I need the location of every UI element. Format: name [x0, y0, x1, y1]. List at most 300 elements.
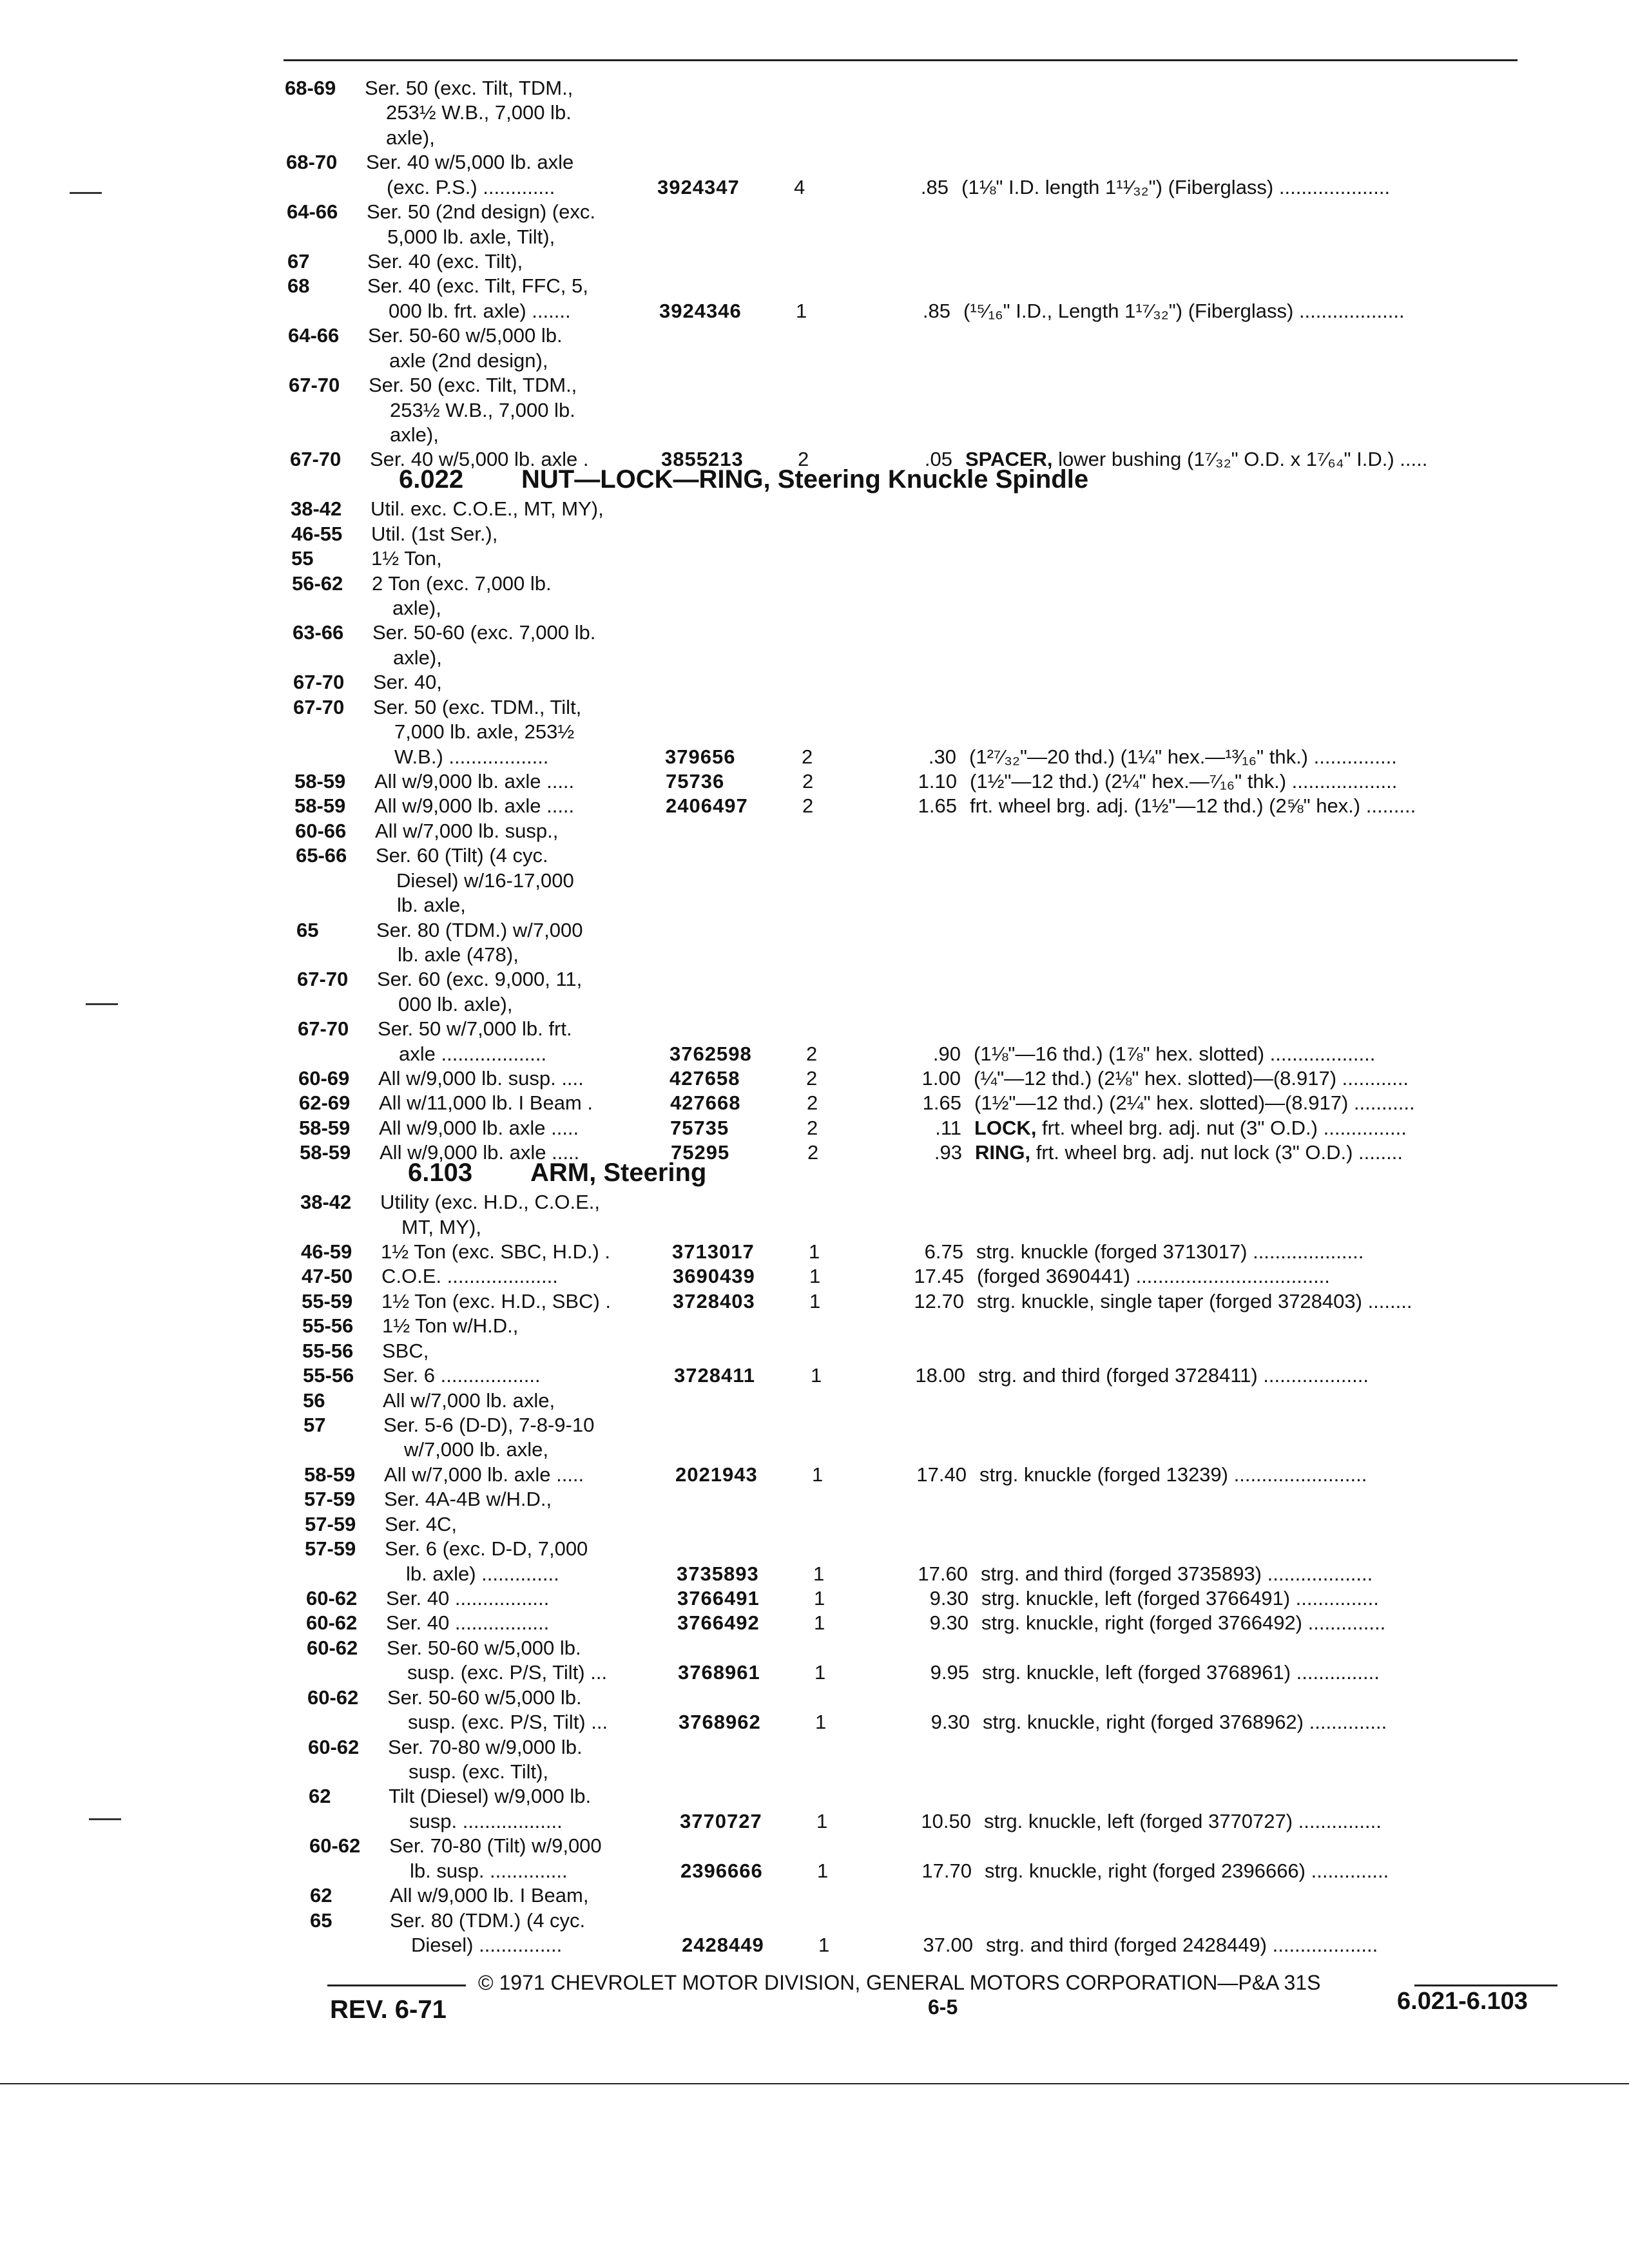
- part-row: [0, 323, 1629, 348]
- description-text: strg. knuckle, left (forged 3766491) ...............: [981, 1587, 1379, 1610]
- model-years: 62-69: [299, 1091, 351, 1114]
- application: axle),: [390, 423, 439, 446]
- part-row: [0, 1834, 1629, 1858]
- description-text: (forged 3690441) ...................................: [977, 1265, 1330, 1287]
- description: [985, 1859, 1461, 1883]
- part-row: [0, 1389, 1629, 1413]
- application: Ser. 50 (exc. Tilt, TDM.,: [369, 374, 577, 396]
- application: Diesel) w/16-17,000: [396, 869, 574, 892]
- description-text: (¼"—12 thd.) (2⅛" hex. slotted)—(8.917) ............: [974, 1067, 1409, 1090]
- part-row: [0, 769, 1629, 794]
- footer-copyright: © 1971 CHEVROLET MOTOR DIVISION, GENERAL MOTORS CORPORATION—P&A 31S: [478, 1971, 1321, 1994]
- application: Ser. 40,: [373, 671, 442, 693]
- price: 10.50: [921, 1810, 971, 1832]
- model-years: 67-70: [298, 1017, 349, 1040]
- description: [970, 769, 1447, 794]
- model-years: 55-56: [302, 1340, 354, 1362]
- price: .85: [920, 176, 949, 198]
- top-rule: [284, 59, 1518, 61]
- model-years: 57-59: [304, 1488, 356, 1510]
- quantity: 2: [802, 770, 814, 793]
- application: Diesel) ...............: [411, 1934, 563, 1956]
- description: [969, 745, 1446, 769]
- application: All w/9,000 lb. axle .....: [379, 1117, 579, 1139]
- part-row: [0, 1314, 1629, 1338]
- application: 253½ W.B., 7,000 lb.: [390, 399, 575, 421]
- part-row: [0, 1760, 1629, 1784]
- part-number: 3728403: [673, 1290, 755, 1312]
- price: .90: [932, 1043, 961, 1065]
- model-years: 56-62: [292, 572, 343, 595]
- part-number: 3735893: [677, 1562, 759, 1585]
- model-years: 62: [310, 1884, 333, 1907]
- model-years: 68: [287, 274, 310, 297]
- part-row: [0, 794, 1629, 818]
- description-text: (1⅛"—16 thd.) (1⅞" hex. slotted) ...................: [974, 1043, 1376, 1065]
- application: Ser. 50 (exc. Tilt, TDM.,: [365, 77, 574, 99]
- application: All w/9,000 lb. susp. ....: [378, 1067, 584, 1090]
- price: 1.65: [922, 1091, 961, 1114]
- application: Ser. 50 (2nd design) (exc.: [367, 200, 595, 223]
- description-text: strg. knuckle, right (forged 3768962) ..............: [983, 1711, 1387, 1733]
- quantity: 2: [807, 1091, 818, 1114]
- application: 000 lb. axle),: [398, 993, 513, 1015]
- application: Ser. 50-60 w/5,000 lb.: [387, 1686, 582, 1709]
- application: 1½ Ton (exc. SBC, H.D.) .: [381, 1240, 611, 1263]
- model-years: 62: [309, 1785, 331, 1807]
- part-number: 3728411: [674, 1364, 755, 1387]
- description: [974, 1116, 1451, 1140]
- model-years: 65: [296, 919, 319, 941]
- part-row: [0, 893, 1629, 918]
- quantity: 1: [814, 1587, 825, 1610]
- model-years: 60-62: [306, 1611, 358, 1634]
- part-row: [0, 1636, 1629, 1660]
- application: 7,000 lb. axle, 253½: [394, 720, 575, 743]
- quantity: 4: [794, 176, 805, 198]
- application: Ser. 60 (exc. 9,000, 11,: [377, 968, 583, 990]
- application: axle ...................: [399, 1043, 547, 1065]
- application: Ser. 6 ..................: [383, 1364, 541, 1387]
- footer-rev: REV. 6-71: [330, 1995, 447, 2024]
- part-row: [0, 1809, 1629, 1834]
- part-row: [0, 1487, 1629, 1512]
- part-row: [0, 918, 1629, 943]
- description: [981, 1562, 1458, 1586]
- section-heading: [408, 1160, 706, 1185]
- part-row: [0, 992, 1629, 1017]
- quantity: 1: [809, 1290, 821, 1312]
- part-row: [0, 1215, 1629, 1240]
- part-row: [0, 1289, 1629, 1314]
- model-years: 60-69: [298, 1067, 350, 1090]
- part-row: [0, 1859, 1629, 1883]
- quantity: 2: [807, 1117, 818, 1139]
- model-years: 38-42: [291, 497, 342, 520]
- description-text: frt. wheel brg. adj. nut lock (3" O.D.) ........: [1030, 1141, 1403, 1164]
- part-number: 75736: [666, 770, 725, 793]
- quantity: 1: [811, 1364, 822, 1387]
- quantity: 1: [818, 1934, 830, 1956]
- part-number: 75735: [670, 1117, 729, 1139]
- part-number: 2396666: [680, 1860, 763, 1882]
- quantity: 2: [802, 745, 813, 768]
- application: susp. (exc. Tilt),: [409, 1760, 549, 1783]
- description-text: strg. knuckle (forged 13239) ........................: [979, 1463, 1367, 1486]
- price: 9.30: [929, 1611, 969, 1634]
- part-row: [0, 967, 1629, 992]
- model-years: 46-55: [291, 523, 343, 545]
- quantity: 1: [809, 1240, 820, 1263]
- description: [977, 1264, 1454, 1289]
- part-row: [0, 695, 1629, 720]
- application: (exc. P.S.) .............: [387, 176, 555, 198]
- part-row: [0, 76, 1629, 101]
- description: [974, 1066, 1451, 1091]
- part-row: [0, 1413, 1629, 1437]
- part-row: [0, 572, 1629, 596]
- model-years: 55-56: [303, 1364, 354, 1387]
- application: Ser. 4A-4B w/H.D.,: [384, 1488, 552, 1510]
- description-text: (1⅛" I.D. length 1¹¹⁄₃₂") (Fiberglass) ....................: [961, 176, 1391, 198]
- part-row: [0, 1562, 1629, 1586]
- description-text: strg. knuckle, left (forged 3770727) ...............: [984, 1810, 1382, 1832]
- application: Ser. 50-60 w/5,000 lb.: [387, 1637, 581, 1659]
- part-row: [0, 869, 1629, 893]
- application: 1½ Ton w/H.D.,: [382, 1314, 519, 1337]
- part-row: [0, 497, 1629, 521]
- section-title: NUT—LOCK—RING, Steering Knuckle Spindle: [521, 465, 1089, 494]
- application: 2 Ton (exc. 7,000 lb.: [372, 572, 552, 595]
- part-row: [0, 1116, 1629, 1140]
- price: .85: [922, 300, 950, 322]
- price: 1.10: [918, 770, 957, 793]
- part-number: 3924346: [659, 300, 742, 322]
- model-years: 67-70: [289, 374, 340, 396]
- application: lb. axle,: [397, 894, 466, 916]
- application: Ser. 40 (exc. Tilt),: [367, 250, 523, 273]
- application: SBC,: [382, 1340, 429, 1362]
- part-row: [0, 349, 1629, 373]
- quantity: 1: [814, 1611, 825, 1634]
- part-number: 427668: [670, 1091, 741, 1114]
- application: 253½ W.B., 7,000 lb.: [386, 101, 572, 124]
- application: Ser. 4C,: [385, 1513, 457, 1535]
- quantity: 2: [806, 1043, 818, 1065]
- part-row: [0, 1933, 1629, 1957]
- application: axle),: [386, 126, 435, 149]
- application: Ser. 60 (Tilt) (4 cyc.: [376, 844, 548, 867]
- part-row: [0, 1710, 1629, 1735]
- description: [974, 1091, 1451, 1115]
- footer-rule-right: [1414, 1984, 1557, 1986]
- application: All w/11,000 lb. I Beam .: [379, 1091, 593, 1114]
- application: Ser. 5-6 (D-D), 7-8-9-10: [383, 1414, 595, 1436]
- description: [974, 1042, 1451, 1066]
- part-number: 3768961: [678, 1661, 760, 1684]
- part-row: [0, 546, 1629, 571]
- part-row: [0, 1686, 1629, 1710]
- section-title: ARM, Steering: [530, 1158, 707, 1187]
- quantity: 2: [806, 1067, 818, 1090]
- part-row: [0, 175, 1629, 200]
- part-row: [0, 1437, 1629, 1462]
- application: susp. (exc. P/S, Tilt) ...: [408, 1711, 608, 1733]
- part-number: 2021943: [675, 1463, 758, 1486]
- price: 17.60: [918, 1562, 968, 1585]
- model-years: 67-70: [293, 671, 345, 693]
- part-row: [0, 1512, 1629, 1537]
- description-text: frt. wheel brg. adj. nut (3" O.D.) ...............: [1036, 1117, 1407, 1139]
- application: Tilt (Diesel) w/9,000 lb.: [389, 1785, 592, 1807]
- price: 1.00: [921, 1067, 961, 1090]
- application: Ser. 80 (TDM.) w/7,000: [376, 919, 583, 941]
- section-heading: [399, 467, 1088, 492]
- model-years: 60-62: [306, 1587, 358, 1610]
- model-years: 67-70: [297, 968, 349, 990]
- part-row: [0, 1463, 1629, 1487]
- application: Util. (1st Ser.),: [371, 523, 498, 545]
- application: 1½ Ton (exc. H.D., SBC) .: [381, 1290, 612, 1312]
- model-years: 64-66: [287, 200, 338, 223]
- part-row: [0, 843, 1629, 868]
- application: Ser. 40 .................: [386, 1611, 550, 1634]
- bottom-rule: [0, 2083, 1629, 2084]
- quantity: 2: [807, 1141, 819, 1164]
- application: lb. axle (478),: [398, 943, 519, 966]
- model-years: 60-62: [308, 1736, 360, 1758]
- description-text: strg. knuckle, right (forged 3766492) ..............: [981, 1611, 1386, 1634]
- quantity: 1: [796, 300, 807, 322]
- description: [975, 1140, 1452, 1165]
- part-row: [0, 1784, 1629, 1809]
- section-number: 6.022: [399, 465, 464, 494]
- part-row: [0, 522, 1629, 546]
- part-row: [0, 1660, 1629, 1685]
- quantity: 2: [798, 448, 809, 470]
- part-number: 3762598: [670, 1043, 752, 1065]
- part-name: SPACER,: [965, 448, 1053, 470]
- part-number: 379656: [665, 745, 736, 768]
- application: Ser. 70-80 (Tilt) w/9,000: [389, 1834, 602, 1857]
- application: Ser. 50-60 w/5,000 lb.: [368, 324, 563, 347]
- description-text: strg. and third (forged 3735893) ...................: [981, 1562, 1373, 1585]
- part-row: [0, 1042, 1629, 1066]
- part-row: [0, 274, 1629, 298]
- description-text: strg. knuckle, single taper (forged 3728403) ........: [977, 1290, 1412, 1312]
- application: Ser. 40 .................: [386, 1587, 550, 1610]
- price: 9.30: [930, 1711, 970, 1733]
- price: 9.30: [929, 1587, 969, 1610]
- part-row: [0, 1190, 1629, 1215]
- part-row: [0, 150, 1629, 175]
- part-row: [0, 670, 1629, 695]
- price: 12.70: [914, 1290, 964, 1312]
- part-row: [0, 101, 1629, 125]
- model-years: 67-70: [290, 448, 342, 470]
- description-text: (¹⁵⁄₁₆" I.D., Length 1¹⁷⁄₃₂") (Fiberglass) ...................: [963, 300, 1405, 322]
- application: lb. axle) ..............: [406, 1562, 559, 1585]
- price: 9.95: [930, 1661, 969, 1684]
- part-row: [0, 1735, 1629, 1760]
- part-row: [0, 620, 1629, 645]
- part-row: [0, 745, 1629, 769]
- part-row: [0, 373, 1629, 398]
- part-row: [0, 596, 1629, 620]
- part-row: [0, 1066, 1629, 1091]
- description-text: strg. knuckle, right (forged 2396666) ..............: [985, 1860, 1389, 1882]
- application: All w/9,000 lb. I Beam,: [390, 1884, 589, 1907]
- part-number: 427658: [670, 1067, 740, 1090]
- model-years: 57-59: [305, 1537, 356, 1560]
- application: susp. (exc. P/S, Tilt) ...: [407, 1661, 608, 1684]
- price: 37.00: [923, 1934, 973, 1956]
- application: W.B.) ..................: [394, 745, 549, 768]
- description: [986, 1933, 1463, 1957]
- model-years: 65-66: [296, 844, 347, 867]
- part-row: [0, 299, 1629, 323]
- quantity: 1: [813, 1562, 825, 1585]
- part-row: [0, 423, 1629, 447]
- part-row: [0, 819, 1629, 843]
- application: All w/9,000 lb. axle .....: [374, 770, 575, 793]
- application: Ser. 80 (TDM.) (4 cyc.: [390, 1909, 586, 1932]
- price: 18.00: [915, 1364, 965, 1387]
- application: All w/9,000 lb. axle .....: [380, 1141, 580, 1164]
- part-row: [0, 126, 1629, 150]
- quantity: 1: [817, 1860, 829, 1882]
- description: [981, 1586, 1458, 1611]
- model-years: 57-59: [305, 1513, 356, 1535]
- part-row: [0, 225, 1629, 249]
- quantity: 1: [812, 1463, 824, 1486]
- part-number: 3766492: [677, 1611, 760, 1634]
- part-row: [0, 1091, 1629, 1115]
- quantity: 2: [802, 794, 814, 817]
- price: .05: [924, 448, 952, 470]
- description-text: frt. wheel brg. adj. (1½"—12 thd.) (2⅝" hex.) .........: [970, 794, 1416, 817]
- description: [976, 1240, 1453, 1264]
- application: Ser. 50 (exc. TDM., Tilt,: [373, 696, 582, 718]
- model-years: 58-59: [294, 794, 346, 817]
- model-years: 67-70: [293, 696, 345, 718]
- part-number: 3770727: [680, 1810, 762, 1832]
- description-text: (1²⁷⁄₃₂"—20 thd.) (1¼" hex.—¹³⁄₁₆" thk.) ...............: [969, 745, 1397, 768]
- model-years: 47-50: [302, 1265, 353, 1287]
- price: 17.40: [916, 1463, 967, 1486]
- part-row: [0, 720, 1629, 744]
- part-row: [0, 1611, 1629, 1635]
- model-years: 68-69: [285, 77, 336, 99]
- part-row: [0, 1140, 1629, 1165]
- application: 000 lb. frt. axle) .......: [389, 300, 571, 322]
- part-number: 3855213: [661, 448, 744, 470]
- application: axle),: [393, 646, 442, 669]
- footer-section-range: 6.021-6.103: [1397, 1988, 1528, 2015]
- model-years: 58-59: [304, 1463, 356, 1486]
- model-years: 38-42: [300, 1191, 352, 1213]
- application: Ser. 40 (exc. Tilt, FFC, 5,: [367, 274, 588, 297]
- footer-page-number: 6-5: [928, 1995, 958, 2019]
- model-years: 60-62: [307, 1637, 358, 1659]
- price: .11: [935, 1117, 961, 1139]
- application: Ser. 40 w/5,000 lb. axle .: [370, 448, 589, 470]
- quantity: 1: [816, 1810, 828, 1832]
- quantity: 1: [815, 1711, 827, 1733]
- description-text: strg. and third (forged 3728411) ...................: [978, 1364, 1369, 1387]
- application: All w/7,000 lb. axle .....: [384, 1463, 584, 1486]
- application: C.O.E. ....................: [381, 1265, 558, 1287]
- part-row: [0, 1586, 1629, 1611]
- model-years: 68-70: [286, 151, 338, 173]
- application: MT, MY),: [401, 1216, 481, 1238]
- application: Utility (exc. H.D., C.O.E.,: [380, 1191, 601, 1213]
- footer-rule-left: [327, 1984, 466, 1986]
- description: [984, 1809, 1461, 1834]
- description-text: lower bushing (1⁷⁄₃₂" O.D. x 1⁷⁄₆₄" I.D.) .....: [1052, 448, 1428, 470]
- description-text: strg. and third (forged 2428449) ...................: [986, 1934, 1378, 1956]
- application: susp. ..................: [409, 1810, 563, 1832]
- application: Ser. 70-80 w/9,000 lb.: [388, 1736, 583, 1758]
- part-row: [0, 200, 1629, 224]
- part-number: 3924347: [657, 176, 740, 198]
- part-row: [0, 1264, 1629, 1289]
- part-row: [0, 646, 1629, 670]
- model-years: 60-62: [307, 1686, 359, 1709]
- quantity: 1: [809, 1265, 821, 1287]
- application: Ser. 50 w/7,000 lb. frt.: [378, 1017, 572, 1040]
- model-years: 64-66: [288, 324, 340, 347]
- part-number: 3766491: [677, 1587, 760, 1610]
- part-name: RING,: [975, 1141, 1031, 1164]
- model-years: 46-59: [301, 1240, 352, 1263]
- application: w/7,000 lb. axle,: [404, 1438, 549, 1461]
- model-years: 55: [291, 547, 314, 570]
- part-number: 3713017: [672, 1240, 755, 1263]
- part-row: [0, 1339, 1629, 1363]
- application: axle (2nd design),: [389, 349, 548, 372]
- model-years: 58-59: [294, 770, 346, 793]
- application: 1½ Ton,: [371, 547, 442, 570]
- description: [981, 1611, 1458, 1635]
- description: [977, 1289, 1454, 1314]
- model-years: 55-59: [302, 1290, 353, 1312]
- price: .93: [934, 1141, 962, 1164]
- part-row: [0, 943, 1629, 967]
- description: [963, 299, 1440, 323]
- application: Ser. 40 w/5,000 lb. axle: [366, 151, 574, 173]
- description: [961, 175, 1438, 200]
- application: Ser. 6 (exc. D-D, 7,000: [385, 1537, 588, 1560]
- price: 17.70: [921, 1860, 972, 1882]
- description-text: (1½"—12 thd.) (2¼" hex.—⁷⁄₁₆" thk.) ...................: [970, 770, 1398, 793]
- model-years: 60-66: [295, 820, 347, 842]
- model-years: 58-59: [300, 1141, 351, 1164]
- part-row: [0, 1017, 1629, 1041]
- part-row: [0, 249, 1629, 274]
- price: 17.45: [914, 1265, 964, 1287]
- description: [979, 1463, 1456, 1487]
- model-years: 55-56: [302, 1314, 354, 1337]
- description: [983, 1710, 1460, 1735]
- model-years: 57: [304, 1414, 326, 1436]
- part-row: [0, 1908, 1629, 1933]
- part-row: [0, 1240, 1629, 1264]
- description: [978, 1363, 1455, 1388]
- part-row: [0, 398, 1629, 423]
- application: 5,000 lb. axle, Tilt),: [387, 226, 555, 248]
- part-number: 3768962: [679, 1711, 761, 1733]
